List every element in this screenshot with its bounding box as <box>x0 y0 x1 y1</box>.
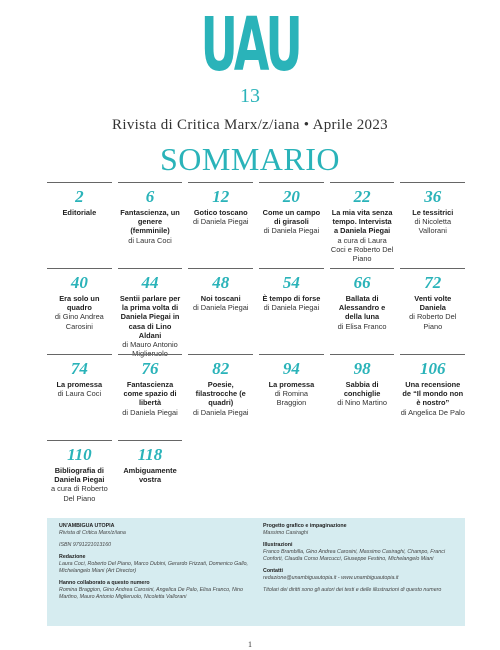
toc-article-title: Sentii parlare per la prima volta di Daniela Piegai in casa di Lino Aldani <box>119 294 181 340</box>
toc-entry <box>400 268 465 354</box>
toc-entry <box>400 182 465 268</box>
magazine-logo <box>0 2 500 88</box>
credits-right-column <box>263 523 453 621</box>
toc-article-author: di Daniela Piegai <box>192 303 249 313</box>
publisher-name: UN'AMBIGUA UTOPIA <box>59 523 115 529</box>
toc-article-title: Editoriale <box>62 208 97 217</box>
toc-article-author: di Mauro Antonio Miglieruolo <box>122 340 178 359</box>
toc-page-number: 44 <box>141 273 159 292</box>
toc-article-title: Una recensione de “Il mondo non è nostro” <box>402 380 464 408</box>
toc-page-number: 40 <box>70 273 88 292</box>
collaborators-label: Hanno collaborato a questo numero <box>59 580 150 586</box>
toc-page-number: 48 <box>212 273 230 292</box>
toc-entry <box>118 268 183 359</box>
toc-page-number: 82 <box>212 359 230 378</box>
toc-article-title: Le tessitrici <box>412 208 454 217</box>
toc-article-title: Ambiguamente vostra <box>123 466 177 485</box>
rights-note: Titolari dei diritti sono gli autori dei testi e delle illustrazioni di questo numero <box>263 587 442 593</box>
toc-article-title: Venti volte Daniela <box>414 294 452 313</box>
toc-article-author: di Roberto Del Piano <box>409 312 457 331</box>
redazione-label: Redazione <box>59 554 86 560</box>
toc-page-number: 118 <box>137 445 163 464</box>
publisher-description: Rivista di Critica Marx/z/iana <box>59 530 126 536</box>
toc-article-author: di Daniela Piegai <box>263 303 320 313</box>
toc-article-title: Fantascienza come spazio di libertà <box>123 380 177 408</box>
contacts-info: redazione@unambiguautopia.it - www.unambiguautopia.it <box>263 575 399 581</box>
toc-article-title: Come un campo di girasoli <box>262 208 321 227</box>
toc-entry <box>188 354 253 440</box>
toc-article-author: di Daniela Piegai <box>192 217 249 227</box>
toc-article-author: di Nino Martino <box>337 398 387 408</box>
toc-entry <box>47 182 112 268</box>
toc-entry <box>259 268 324 354</box>
toc-article-author: di Daniela Piegai <box>263 226 320 236</box>
toc-entry <box>188 182 253 268</box>
toc-entry <box>118 182 183 268</box>
page-title: SOMMARIO <box>159 141 341 177</box>
toc-article-title: La promessa <box>56 380 103 389</box>
toc-article-title: Fantascienza, un genere (femminile) <box>120 208 180 236</box>
toc-article-author: di Angelica De Palo <box>400 407 465 417</box>
toc-article-author: di Nicoletta Vallorani <box>414 217 452 236</box>
toc-page-number: 106 <box>420 359 446 378</box>
illustrations-label: Illustrazioni <box>263 542 293 548</box>
toc-page-number: 20 <box>282 187 300 206</box>
toc-entry <box>330 268 395 354</box>
toc-page-number: 94 <box>282 359 300 378</box>
toc-entry <box>47 440 112 526</box>
toc-article-title: Era solo un quadro <box>59 294 100 313</box>
page-number: 1 <box>248 640 252 649</box>
toc-article-title: Sabbia di conchiglie <box>343 380 381 399</box>
collaborators-names: Romina Braggion, Gino Andrea Carosini, Angelica De Palo, Elisa Franco, Nino Martino, Mauro Antonio Miglieruolo, Nicoletta Vallorani <box>59 587 243 600</box>
toc-article-author: di Gino Andrea Carosini <box>54 312 104 331</box>
illustrations-names: Franco Brambilla, Gino Andrea Carosini, Massimo Casiraghi, Champo, Franci Conforti, Claudia Corso Marcucci, Giuseppe Festino, Michelangelo Miani <box>263 549 446 562</box>
issue-number: 13 <box>240 85 260 107</box>
toc-article-title: Gotico toscano <box>193 208 248 217</box>
toc-entry <box>259 182 324 268</box>
toc-entry <box>259 354 324 440</box>
credits-left-column <box>59 523 249 621</box>
toc-article-title: Ballata di Alessandro e della luna <box>338 294 386 322</box>
credits-box <box>47 518 465 626</box>
toc-entry <box>47 354 112 440</box>
table-of-contents <box>47 182 465 526</box>
toc-entry <box>188 268 253 354</box>
redazione-names: Laura Coci, Roberto Del Piano, Marco Dubini, Gerardo Frizzati, Domenico Gallo, Michelangelo Miani (Art Director) <box>59 561 249 574</box>
toc-page-number: 2 <box>75 187 84 206</box>
toc-entry <box>118 354 183 440</box>
graphic-design-label: Progetto grafico e impaginazione <box>263 523 347 529</box>
toc-article-author: di Elisa Franco <box>337 321 387 331</box>
toc-page-number: 98 <box>353 359 371 378</box>
toc-article-title: È tempo di forse <box>262 294 321 303</box>
toc-article-author: di Laura Coci <box>57 389 102 399</box>
toc-entry <box>400 354 465 440</box>
logo-wordmark: UAU <box>200 2 300 88</box>
toc-page-number: 72 <box>424 273 442 292</box>
toc-page-number: 6 <box>145 187 155 206</box>
toc-entry <box>330 354 395 440</box>
toc-page-number: 22 <box>353 187 371 206</box>
toc-page-number: 36 <box>424 187 442 206</box>
toc-article-title: Noi toscani <box>200 294 241 303</box>
toc-article-author: di Daniela Piegai <box>192 407 249 417</box>
toc-article-author: di Laura Coci <box>128 235 172 245</box>
toc-page-number: 76 <box>141 359 159 378</box>
toc-article-author: di Romina Braggion <box>274 389 309 408</box>
toc-article-author: a cura di Laura Coci e Roberto Del Piano <box>330 235 394 264</box>
toc-article-author: di Daniela Piegai <box>122 407 178 417</box>
toc-entry <box>118 440 183 526</box>
contacts-label: Contatti <box>263 568 284 574</box>
toc-page-number: 12 <box>212 187 230 206</box>
toc-article-title: Poesie, filastrocche (e quadri) <box>195 380 246 408</box>
magazine-subtitle: Rivista di Critica Marx/z/iana • Aprile 2023 <box>112 117 388 133</box>
toc-page-number: 74 <box>70 359 88 378</box>
toc-article-title: Bibliografia di Daniela Piegai <box>54 466 105 485</box>
toc-entry <box>330 182 395 268</box>
toc-page-number: 110 <box>67 445 92 464</box>
toc-article-title: La mia vita senza tempo. Intervista a Daniela Piegai <box>331 208 393 236</box>
toc-article-title: La promessa <box>268 380 315 389</box>
toc-entry <box>47 268 112 354</box>
toc-page-number: 66 <box>353 273 371 292</box>
isbn: ISBN 9791221013160 <box>59 542 112 548</box>
toc-article-author: a cura di Roberto Del Piano <box>50 484 108 503</box>
graphic-design-name: Massimo Casiraghi <box>263 530 309 536</box>
toc-page-number: 54 <box>282 273 300 292</box>
